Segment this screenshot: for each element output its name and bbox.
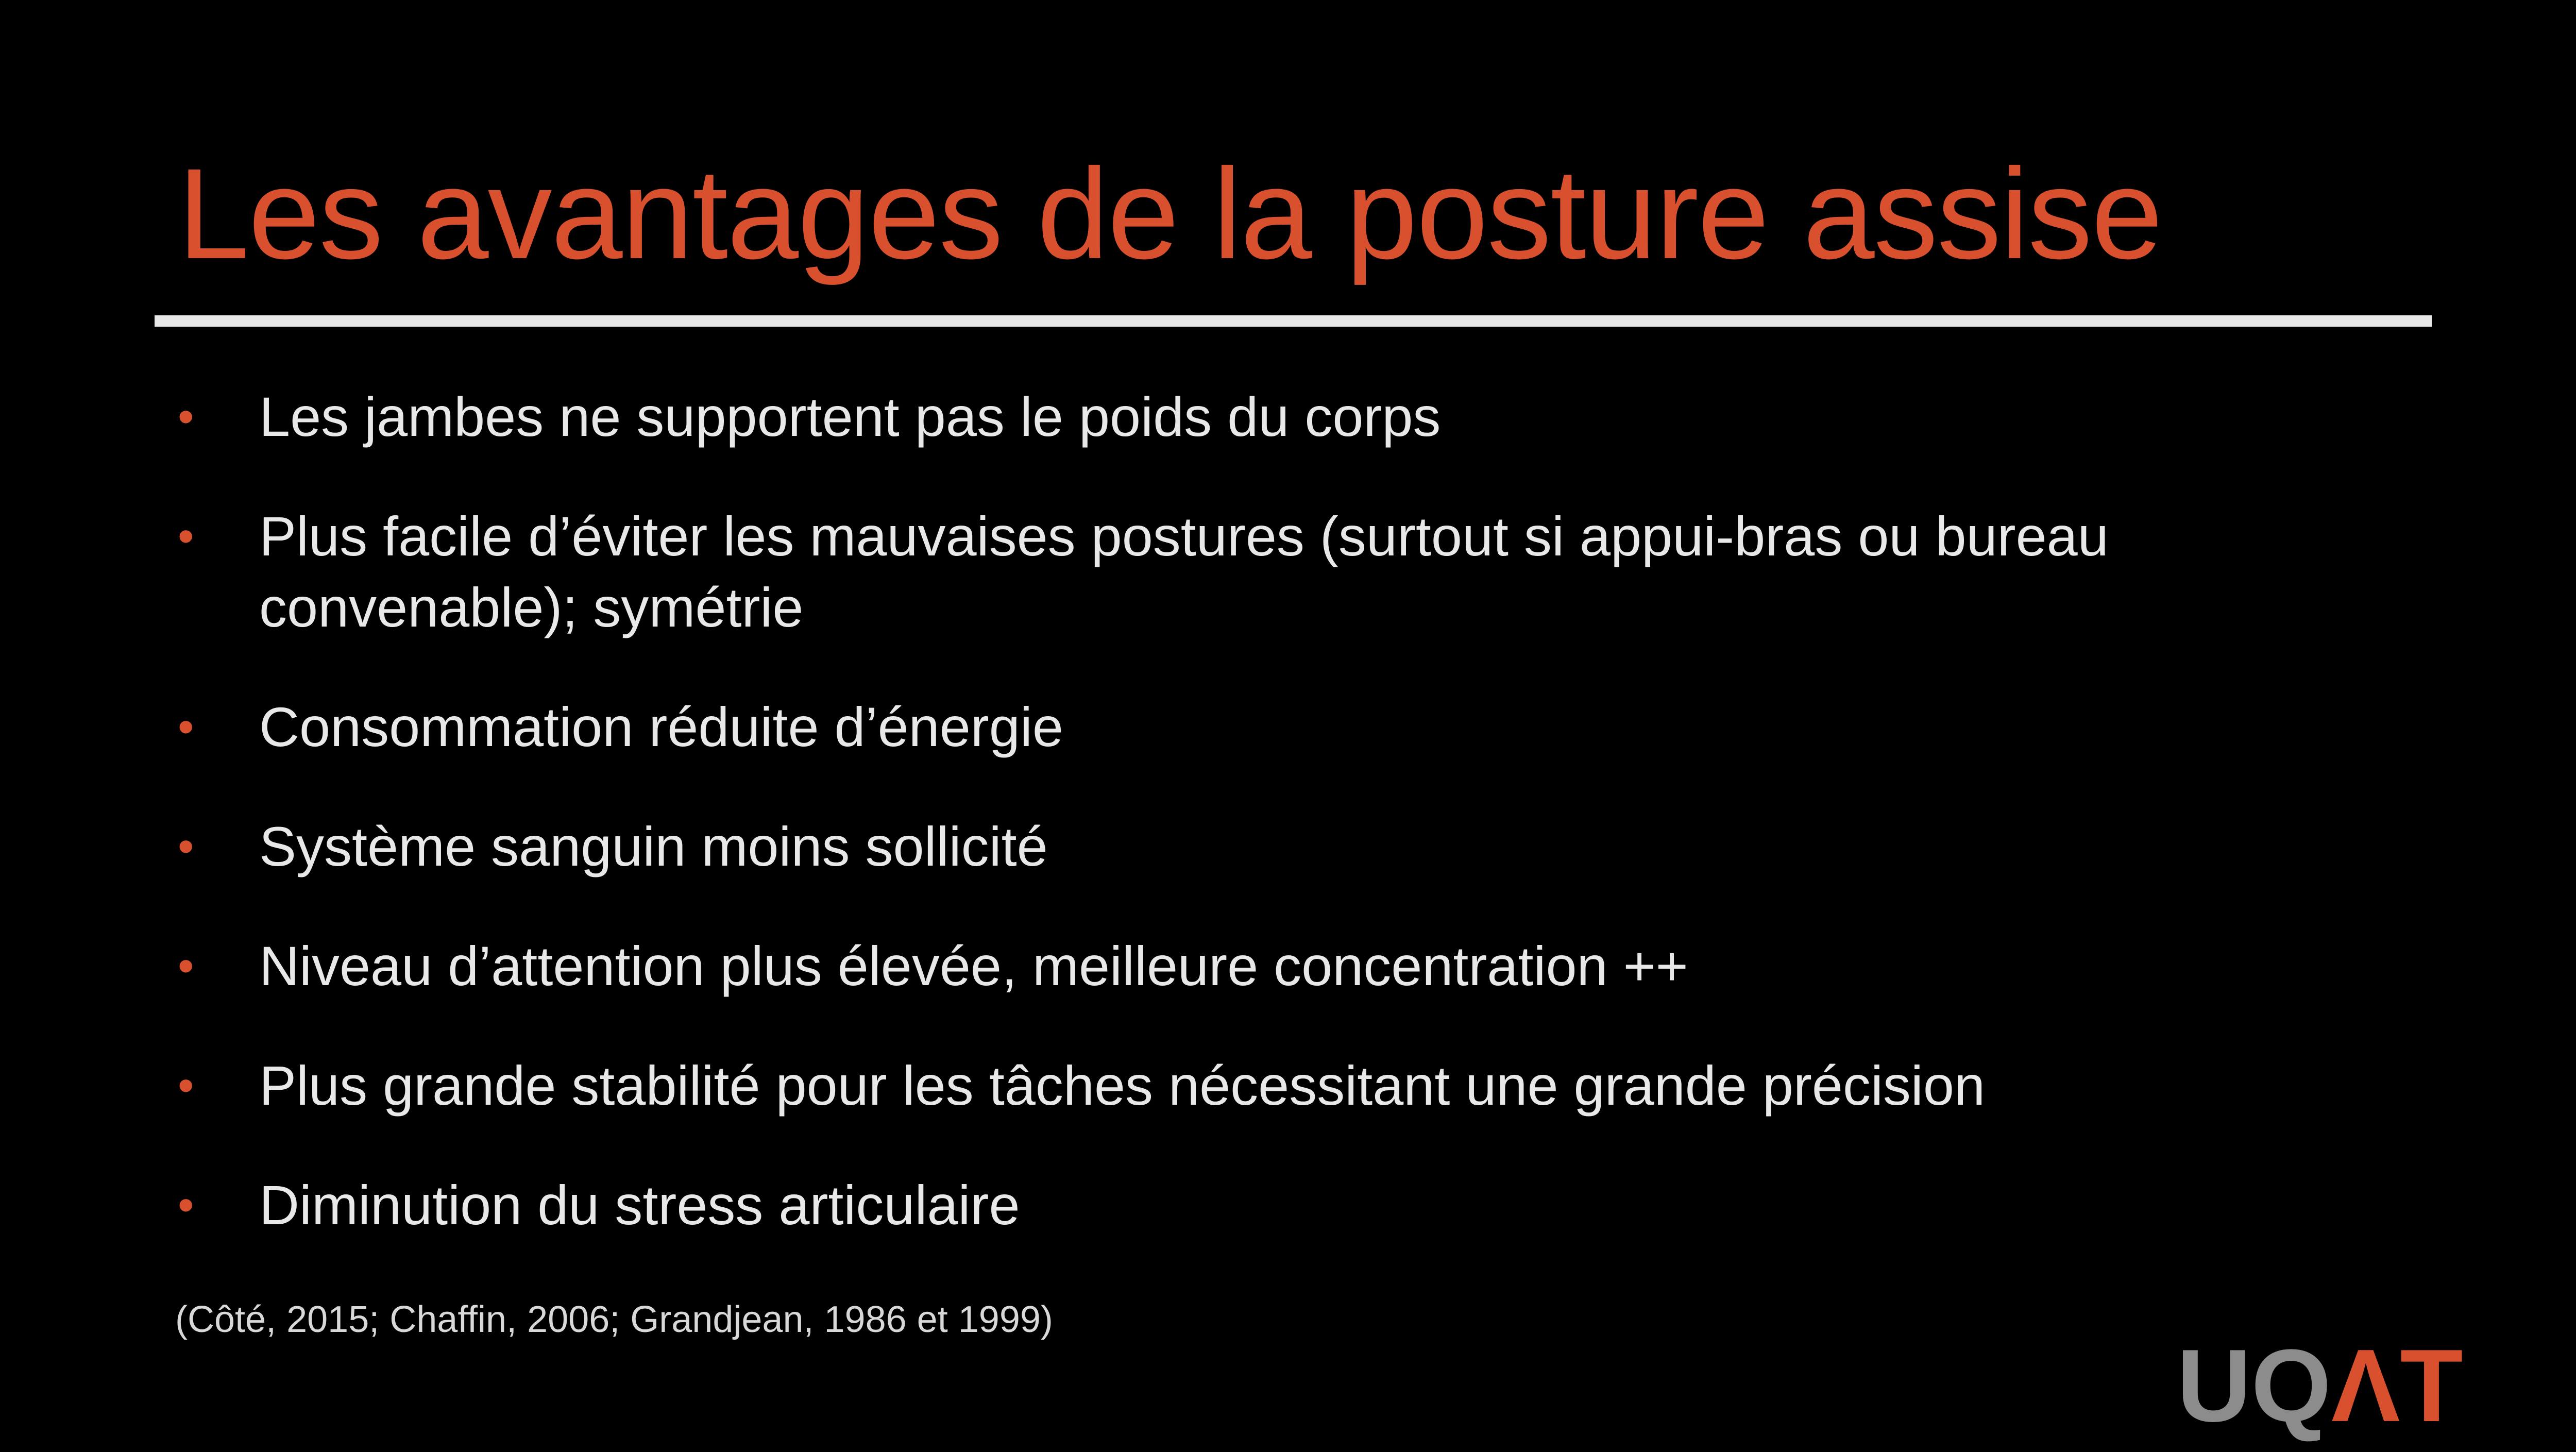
bullet-list (178, 381, 2367, 1289)
bullet-item (178, 691, 2367, 763)
bullet-dot-icon: • (178, 821, 194, 872)
title-divider (155, 315, 2432, 327)
bullet-dot-icon: • (178, 940, 194, 992)
bullet-text: Consommation réduite d’énergie (259, 696, 1063, 758)
bullet-dot-icon: • (178, 1060, 194, 1111)
citation: (Côté, 2015; Chaffin, 2006; Grandjean, 1986 et 1999) (175, 1299, 1053, 1340)
bullet-text: Diminution du stress articulaire (259, 1174, 1020, 1236)
bullet-text: Plus grande stabilité pour les tâches nécessitant une grande précision (259, 1054, 1986, 1117)
bullet-item (178, 931, 2367, 1002)
bullet-item (178, 501, 2367, 643)
bullet-text: Les jambes ne supportent pas le poids du corps (259, 385, 1441, 448)
logo-part-uq: UQ (2177, 1328, 2331, 1443)
slide-title: Les avantages de la posture assise (178, 142, 2162, 285)
bullet-text: Niveau d’attention plus élevée, meilleure concentration ++ (259, 935, 1688, 997)
bullet-text: Plus facile d’éviter les mauvaises postures (surtout si appui-bras ou bureau convenable); symétrie (259, 505, 2109, 638)
bullet-item (178, 811, 2367, 882)
bullet-text: Système sanguin moins sollicité (259, 815, 1048, 877)
bullet-dot-icon: • (178, 701, 194, 753)
uqat-logo (2177, 1328, 2463, 1443)
bullet-item (178, 1170, 2367, 1241)
bullet-dot-icon: • (178, 391, 194, 443)
logo-part-at: ΛT (2331, 1328, 2463, 1443)
bullet-item (178, 1050, 2367, 1121)
bullet-item (178, 381, 2367, 452)
bullet-dot-icon: • (178, 511, 194, 562)
bullet-dot-icon: • (178, 1179, 194, 1231)
